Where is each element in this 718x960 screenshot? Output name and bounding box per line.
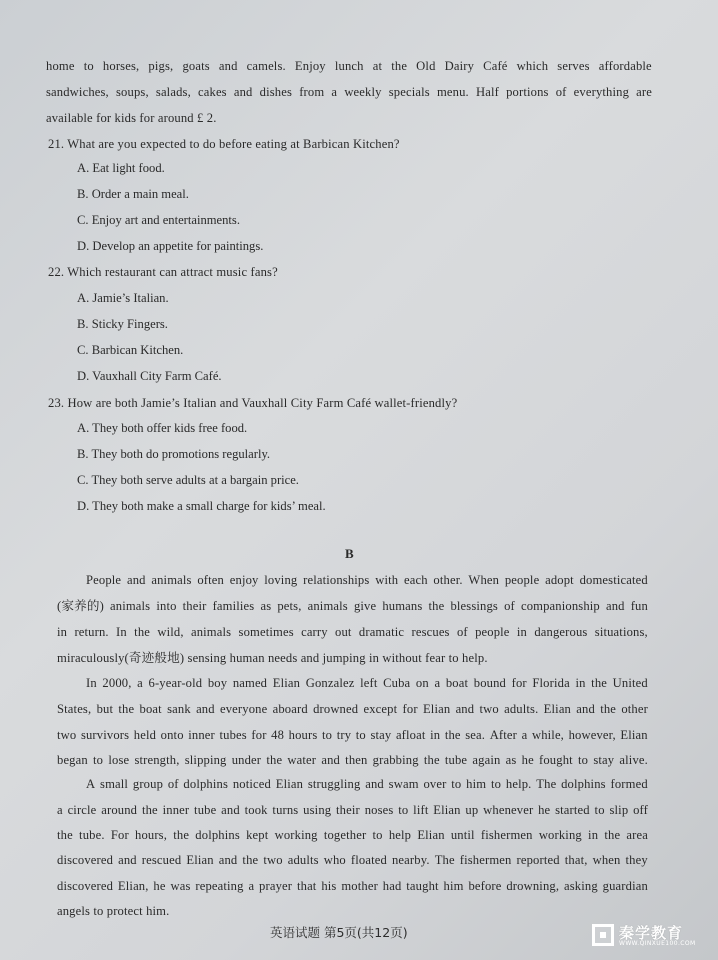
logo-icon [592,924,614,946]
passage-line: discovered Elian, he was repeating a prayer that his mother had taught him before drowning, asking guardian [57,879,648,893]
continuation-line: sandwiches, soups, salads, cakes and dishes from a weekly specials menu. Half portions of everything are [46,85,652,99]
logo-url: WWW.QINXUE100.COM [619,940,696,947]
question-23-option-a: A. They both offer kids free food. [77,421,248,435]
watermark-logo [592,922,702,950]
passage-line: In 2000, a 6-year-old boy named Elian Gonzalez left Cuba on a boat bound for Florida in the United [86,676,648,690]
passage-line: discovered and rescued Elian and the two adults who floated nearby. The fishermen reported that, when they [57,853,648,867]
question-22-option-b: B. Sticky Fingers. [77,317,168,331]
page-footer: 英语试题 第5页(共12页) [270,925,408,940]
question-22-option-c: C. Barbican Kitchen. [77,343,184,357]
question-23-option-c: C. They both serve adults at a bargain price. [77,473,299,487]
passage-line: States, but the boat sank and everyone aboard drowned except for Elian and two adults. Elian and the other [57,702,648,716]
question-22-stem: 22. Which restaurant can attract music fans? [48,265,278,279]
passage-line: (家养的) animals into their families as pets, animals give humans the blessings of companionship and fun [57,599,648,613]
continuation-line: available for kids for around £ 2. [46,111,217,125]
question-21-option-b: B. Order a main meal. [77,187,189,201]
question-21-option-d: D. Develop an appetite for paintings. [77,239,264,253]
passage-line: A small group of dolphins noticed Elian struggling and swam over to him to help. The dolphins formed [86,777,648,791]
passage-line: in return. In the wild, animals sometimes carry out dramatic rescues of people in dangerous situations, [57,625,648,639]
passage-line: People and animals often enjoy loving relationships with each other. When people adopt domesticated [86,573,648,587]
question-23-option-d: D. They both make a small charge for kids’ meal. [77,499,326,513]
question-21-stem: 21. What are you expected to do before eating at Barbican Kitchen? [48,137,400,151]
section-b-heading: B [345,546,354,561]
question-22-option-d: D. Vauxhall City Farm Café. [77,369,222,383]
passage-line: miraculously(奇迹般地) sensing human needs and jumping in without fear to help. [57,651,488,665]
passage-line: a circle around the inner tube and took turns using their noses to lift Elian up whenever he started to slip off [57,803,648,817]
question-21-option-a: A. Eat light food. [77,161,165,175]
question-21-option-c: C. Enjoy art and entertainments. [77,213,240,227]
question-23-stem: 23. How are both Jamie’s Italian and Vauxhall City Farm Café wallet-friendly? [48,396,458,410]
question-23-option-b: B. They both do promotions regularly. [77,447,271,461]
passage-line: began to lose strength, slipping under the water and then grabbing the tube again as he fought to stay alive. [57,753,648,767]
passage-line: the tube. For hours, the dolphins kept working together to help Elian until fishermen working in the area [57,828,648,842]
continuation-line: home to horses, pigs, goats and camels. Enjoy lunch at the Old Dairy Café which serves affordable [46,59,652,73]
passage-line: two survivors held onto inner tubes for 48 hours to try to stay afloat in the sea. After a while, however, Elian [57,728,648,742]
passage-line: angels to protect him. [57,904,170,918]
question-22-option-a: A. Jamie’s Italian. [77,291,169,305]
logo-name: 秦学教育 [619,924,684,942]
